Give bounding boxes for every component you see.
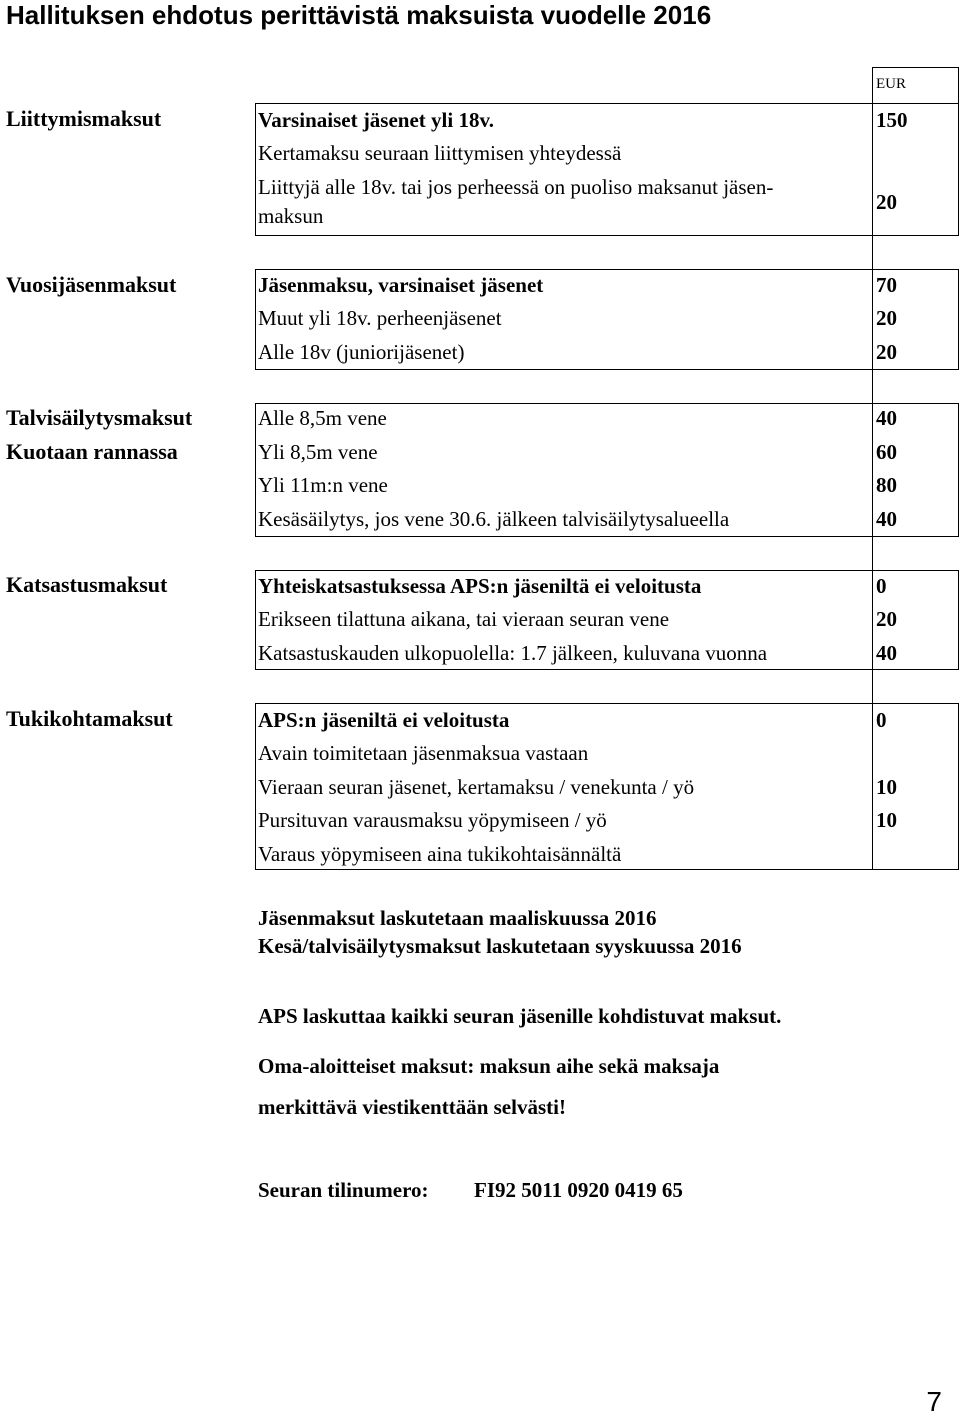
fee-item: Varsinaiset jäsenet yli 18v.	[258, 108, 495, 132]
account-number: FI92 5011 0920 0419 65	[474, 1178, 683, 1202]
fee-value: 40	[876, 406, 897, 430]
fee-item: Kertamaksu seuraan liittymisen yhteydessä	[258, 141, 622, 165]
fee-item: Kesäsäilytys, jos vene 30.6. jälkeen talvisäilytysalueella	[258, 507, 730, 531]
fee-value: 20	[876, 190, 897, 214]
fee-value: 70	[876, 273, 897, 297]
fee-item: Yli 8,5m vene	[258, 440, 378, 464]
section-label-vuosijasenmaksut: Vuosijäsenmaksut	[6, 272, 177, 297]
fee-value: 0	[876, 574, 887, 598]
fee-item: Avain toimitetaan jäsenmaksua vastaan	[258, 741, 589, 765]
fee-item: Katsastuskauden ulkopuolella: 1.7 jälkeen, kuluvana vuonna	[258, 641, 768, 665]
own-payments-note: Oma-aloitteiset maksut: maksun aihe sekä maksaja	[258, 1054, 720, 1078]
fee-item-continued: maksun	[258, 204, 324, 228]
billing-note-membership: Jäsenmaksut laskutetaan maaliskuussa 2016	[258, 906, 657, 930]
fee-item: Pursituvan varausmaksu yöpymiseen / yö	[258, 808, 607, 832]
section-label-tukikohtamaksut: Tukikohtamaksut	[6, 706, 173, 731]
fee-item: Vieraan seuran jäsenet, kertamaksu / venekunta / yö	[258, 775, 695, 799]
fee-item: Liittyjä alle 18v. tai jos perheessä on puoliso maksanut jäsen-	[258, 175, 774, 199]
section-sublabel-kuotaan: Kuotaan rannassa	[6, 439, 178, 464]
aps-billing-note: APS laskuttaa kaikki seuran jäsenille kohdistuvat maksut.	[258, 1004, 782, 1028]
fee-item: Yhteiskatsastuksessa APS:n jäseniltä ei veloitusta	[258, 574, 702, 598]
fee-item: Erikseen tilattuna aikana, tai vieraan seuran vene	[258, 607, 670, 631]
page-number: 7	[926, 1386, 942, 1417]
fee-item: Varaus yöpymiseen aina tukikohtaisännältä	[258, 842, 622, 866]
fee-value: 60	[876, 440, 897, 464]
fee-item: Alle 18v (juniorijäsenet)	[258, 340, 465, 364]
fee-value: 20	[876, 340, 897, 364]
fee-item: Yli 11m:n vene	[258, 473, 388, 497]
currency-header: EUR	[876, 76, 906, 92]
fee-item: Alle 8,5m vene	[258, 406, 387, 430]
fee-value: 80	[876, 473, 897, 497]
section-label-talvisailytysmaksut: Talvisäilytysmaksut	[6, 405, 193, 430]
fee-value: 20	[876, 306, 897, 330]
fee-value: 40	[876, 507, 897, 531]
billing-note-storage: Kesä/talvisäilytysmaksut laskutetaan syyskuussa 2016	[258, 934, 742, 958]
fee-item: Muut yli 18v. perheenjäsenet	[258, 306, 502, 330]
page-title: Hallituksen ehdotus perittävistä maksuista vuodelle 2016	[6, 0, 712, 30]
fee-value: 150	[876, 108, 908, 132]
fee-value: 10	[876, 808, 897, 832]
own-payments-note-continued: merkittävä viestikenttään selvästi!	[258, 1095, 566, 1119]
account-label: Seuran tilinumero:	[258, 1178, 429, 1202]
fee-item: Jäsenmaksu, varsinaiset jäsenet	[258, 273, 544, 297]
fee-value: 20	[876, 607, 897, 631]
fee-value: 40	[876, 641, 897, 665]
fee-value: 10	[876, 775, 897, 799]
fee-item: APS:n jäseniltä ei veloitusta	[258, 708, 510, 732]
fee-value: 0	[876, 708, 887, 732]
section-label-katsastusmaksut: Katsastusmaksut	[6, 572, 168, 597]
section-label-liittymismaksut: Liittymismaksut	[6, 106, 162, 131]
